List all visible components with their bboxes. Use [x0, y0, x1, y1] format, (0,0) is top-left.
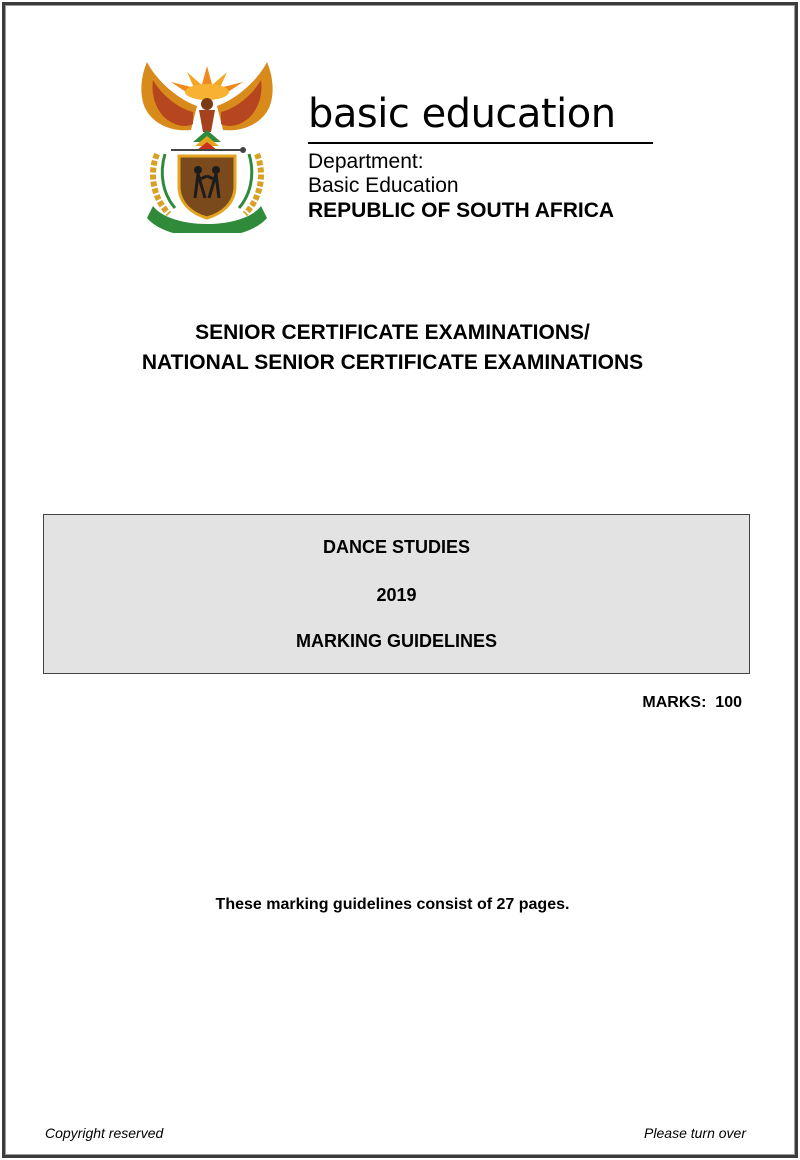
subject-name: DANCE STUDIES: [322, 537, 470, 557]
turn-over-note: Please turn over: [644, 1125, 746, 1141]
sun-icon: [171, 66, 243, 100]
copyright-notice: Copyright reserved: [45, 1125, 164, 1141]
exam-title: [0, 318, 785, 378]
protea-icon: [193, 130, 221, 150]
shield-icon: [179, 156, 235, 218]
department-name: Basic Education: [308, 174, 459, 197]
department-block: [308, 90, 658, 224]
document-type: MARKING GUIDELINES: [295, 631, 497, 651]
exam-title-line-1: SENIOR CERTIFICATE EXAMINATIONS/: [195, 321, 590, 344]
total-marks: MARKS: 100: [642, 694, 742, 711]
subject-box: [43, 514, 750, 674]
bird-icon: [199, 98, 215, 132]
page-count-note: These marking guidelines consist of 27 pages.: [215, 896, 570, 913]
exam-title-line-2: NATIONAL SENIOR CERTIFICATE EXAMINATIONS: [141, 351, 644, 374]
coat-of-arms-logo: [135, 58, 280, 233]
brand-wordmark: basic education: [308, 90, 653, 144]
exam-year: 2019: [376, 585, 417, 605]
header: [135, 58, 675, 238]
country-name: REPUBLIC OF SOUTH AFRICA: [308, 199, 615, 222]
department-label: Department:: [308, 150, 424, 173]
